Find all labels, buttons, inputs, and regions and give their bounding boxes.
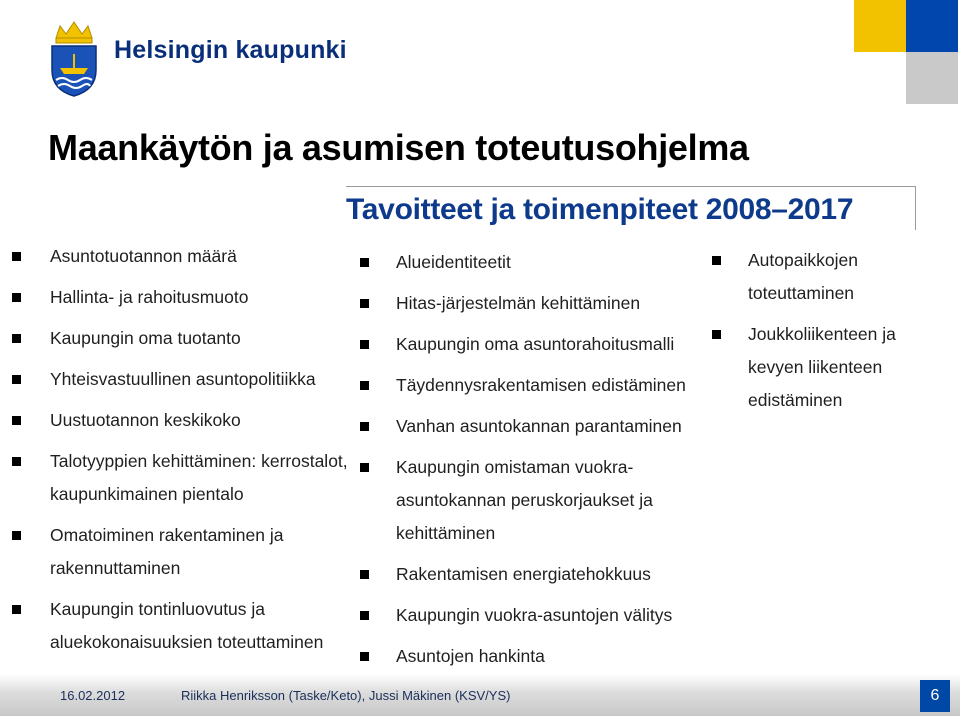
list-item: Omatoiminen rakentaminen ja rakennuttaminen (8, 519, 300, 585)
footer-date: 16.02.2012 (60, 688, 126, 703)
page-number-badge: 6 (920, 680, 950, 712)
list-item: Alueidentiteetit (356, 246, 706, 279)
list-item: Hallinta- ja rahoitusmuoto (8, 281, 358, 314)
list-item: Yhteisvastuullinen asuntopolitiikka (8, 363, 358, 396)
slide-subtitle: Tavoitteet ja toimenpiteet 2008–2017 (346, 193, 854, 226)
list-item: Joukkoliikenteen ja kevyen liikenteen edistäminen (708, 318, 913, 417)
subtitle-rule-vertical (915, 186, 916, 230)
list-item: Rakentamisen energiatehokkuus (356, 558, 706, 591)
list-item: Vanhan asuntokannan parantaminen (356, 410, 706, 443)
subtitle-rule (346, 186, 916, 187)
list-item: Kaupungin tontinluovutus ja aluekokonaisuuksien toteuttaminen (8, 593, 355, 659)
corner-decoration (854, 0, 960, 104)
list-item: Hitas-järjestelmän kehittäminen (356, 287, 706, 320)
list-item: Uustuotannon keskikoko (8, 404, 358, 437)
list-item: Täydennysrakentamisen edistäminen (356, 369, 706, 402)
list-item: Talotyyppien kehittäminen: kerrostalot, kaupunkimainen pientalo (8, 445, 355, 511)
list-item: Asuntojen hankinta (356, 640, 706, 673)
list-item: Kaupungin omistaman vuokra-asuntokannan peruskorjaukset ja kehittäminen (356, 451, 656, 550)
corner-square-blue (906, 0, 958, 52)
slide-title: Maankäytön ja asumisen toteutusohjelma (48, 127, 749, 168)
list-item: Autopaikkojen toteuttaminen (708, 244, 878, 310)
list-item: Asuntotuotannon määrä (8, 240, 358, 273)
corner-square-grey (906, 52, 958, 104)
helsinki-crest-icon (44, 18, 104, 98)
list-item: Kaupungin oma tuotanto (8, 322, 358, 355)
measures-list (356, 246, 706, 673)
footer-author: Riikka Henriksson (Taske/Keto), Jussi Mäkinen (KSV/YS) (181, 688, 511, 703)
corner-square-yellow (854, 0, 906, 52)
logo-text: Helsingin kaupunki (114, 36, 347, 64)
list-item: Kaupungin vuokra-asuntojen välitys (356, 599, 706, 632)
footer-bar (0, 674, 960, 716)
goals-list (8, 240, 358, 659)
list-item: Kaupungin oma asuntorahoitusmalli (356, 328, 706, 361)
city-logo (44, 18, 364, 102)
traffic-list (708, 244, 948, 417)
